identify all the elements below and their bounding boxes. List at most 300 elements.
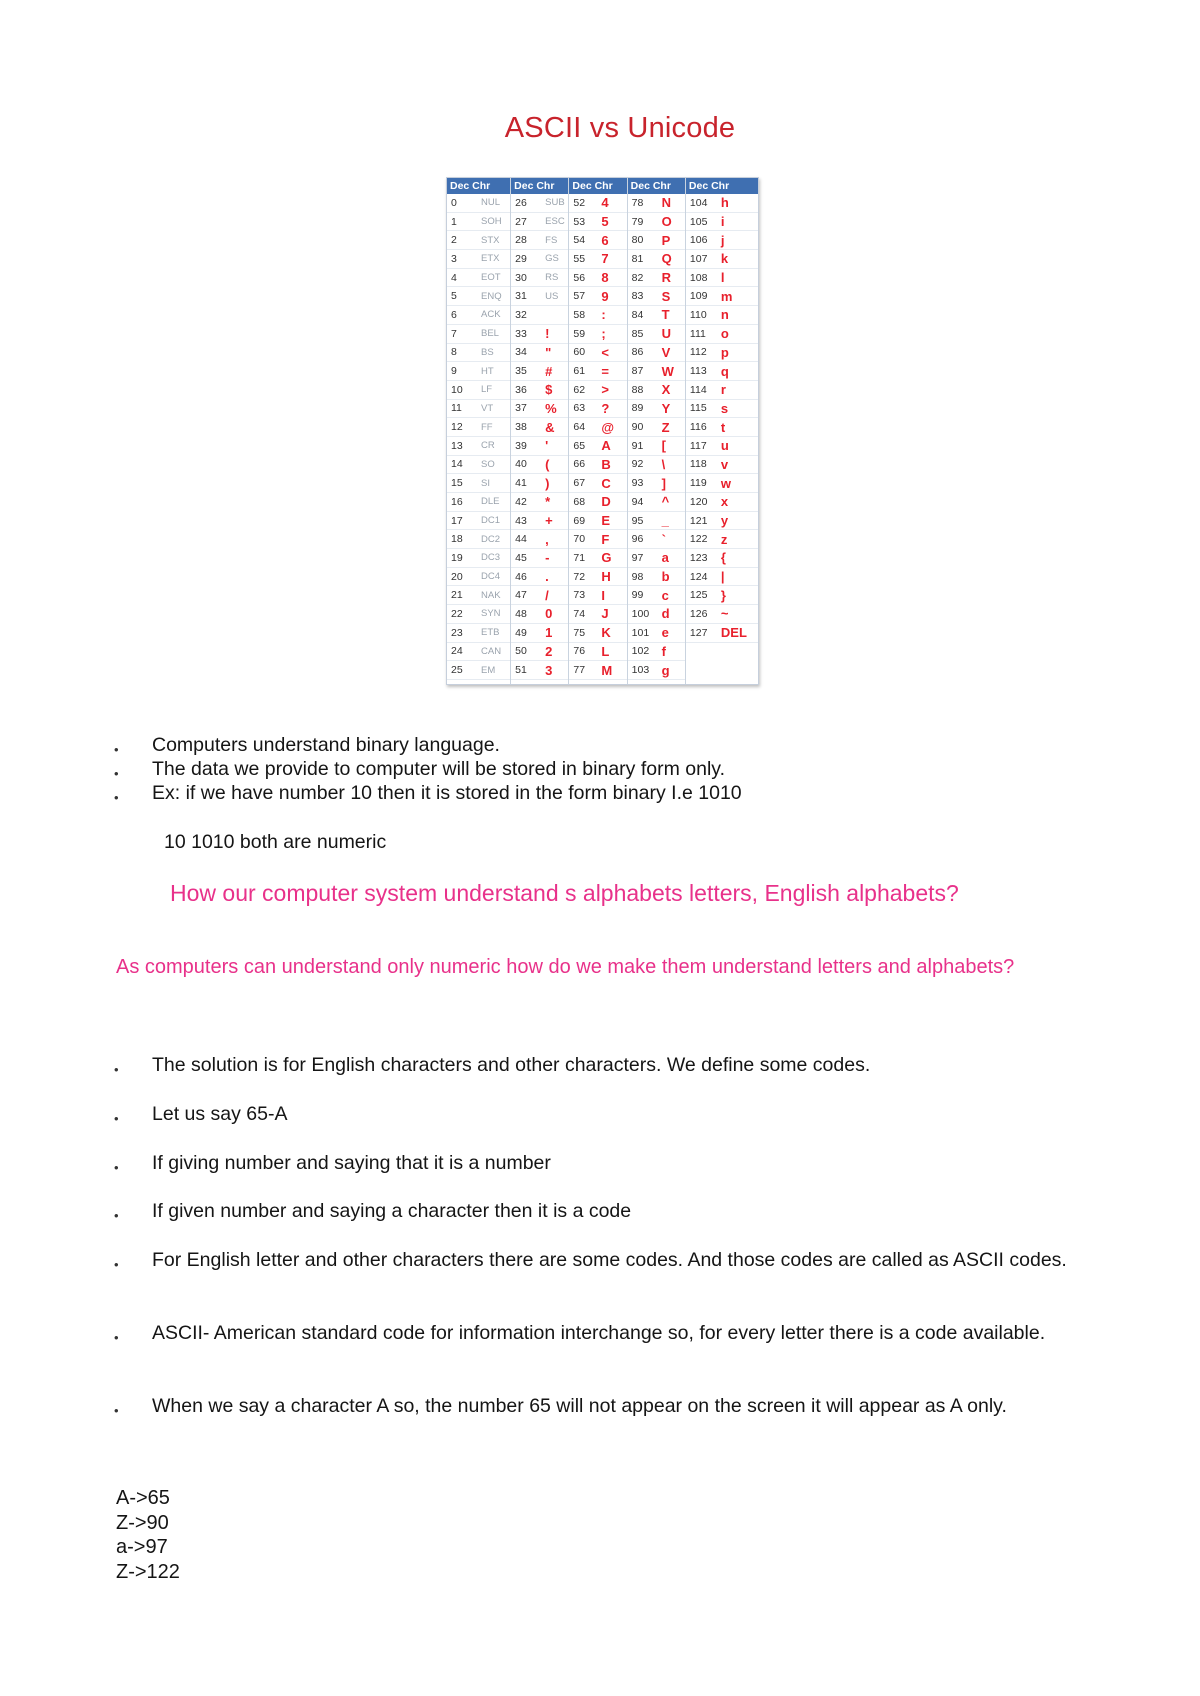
ascii-char-value: Z [661, 419, 670, 435]
ascii-char-value: P [661, 232, 671, 248]
ascii-dec-value: 104 [689, 196, 708, 209]
ascii-char-value: k [720, 251, 729, 267]
list-item: Ex: if we have number 10 then it is stored in the form binary I.e 1010 [152, 782, 742, 804]
ascii-dec-value: 20 [451, 570, 463, 583]
ascii-char-value: V [661, 344, 671, 360]
ascii-char-value: DC3 [481, 552, 501, 564]
ascii-char-value: } [720, 587, 726, 603]
ascii-table-row [511, 231, 568, 250]
ascii-char-value: SO [481, 458, 495, 470]
ascii-dec-value: 100 [631, 607, 650, 620]
ascii-char-value: C [601, 475, 611, 491]
ascii-char-value: L [601, 643, 610, 659]
ascii-dec-value: 40 [515, 458, 527, 471]
ascii-table-row [686, 194, 758, 213]
ascii-table-row [569, 325, 626, 344]
ascii-dec-value: 38 [515, 421, 527, 434]
ascii-dec-value: 78 [631, 196, 644, 209]
ascii-dec-value: 26 [515, 196, 527, 209]
ascii-dec-value: 6 [451, 308, 457, 321]
ascii-char-value: D [601, 494, 611, 510]
ascii-dec-value: 84 [631, 308, 644, 321]
ascii-table-row [686, 362, 758, 381]
ascii-table-row [569, 661, 626, 680]
ascii-table-row [628, 605, 685, 624]
ascii-char-value: > [601, 382, 610, 398]
ascii-char-value: B [601, 456, 611, 472]
ascii-table-row [569, 194, 626, 213]
ascii-char-value: . [545, 569, 549, 585]
ascii-char-value: ' [545, 438, 549, 454]
ascii-table-row [511, 474, 568, 493]
ascii-table-row [511, 362, 568, 381]
ascii-table-row [569, 512, 626, 531]
ascii-table-row [569, 586, 626, 605]
list-item: If given number and saying a character then it is a code [152, 1200, 632, 1222]
ascii-table-header: Dec Chr [686, 178, 758, 194]
ascii-char-value: H [601, 569, 611, 585]
ascii-table-row [511, 213, 568, 232]
ascii-char-value: 1 [545, 625, 553, 641]
ascii-char-value: ! [545, 326, 550, 342]
bullet-marker: • [114, 1257, 119, 1272]
ascii-table-image [446, 177, 759, 685]
ascii-char-value: T [661, 307, 670, 323]
ascii-char-value: z [720, 531, 728, 547]
ascii-char-value: ESC [545, 216, 565, 228]
bullet-marker: • [114, 1160, 119, 1175]
ascii-table-column [447, 178, 511, 684]
ascii-char-value: DEL [720, 625, 747, 641]
ascii-dec-value: 101 [631, 626, 650, 639]
ascii-table-header: Dec Chr [511, 178, 568, 194]
ascii-char-value: ? [601, 400, 610, 416]
ascii-char-value: o [720, 326, 729, 342]
ascii-dec-value: 51 [515, 664, 527, 677]
ascii-dec-value: 94 [631, 495, 644, 508]
ascii-char-value: = [601, 363, 610, 379]
ascii-table-row [569, 493, 626, 512]
ascii-char-value: w [720, 475, 732, 491]
ascii-table-row [628, 437, 685, 456]
ascii-dec-value: 125 [689, 589, 708, 602]
ascii-table-row [686, 306, 758, 325]
ascii-table-row [686, 269, 758, 288]
ascii-table-row [511, 549, 568, 568]
ascii-table-row [569, 605, 626, 624]
ascii-char-value: q [720, 363, 729, 379]
ascii-dec-value: 113 [689, 365, 707, 378]
ascii-char-value: h [720, 195, 729, 211]
ascii-table-row [628, 530, 685, 549]
ascii-dec-value: 46 [515, 570, 527, 583]
mapping-line: Z->122 [116, 1560, 180, 1583]
ascii-table-row [686, 213, 758, 232]
ascii-dec-value: 117 [689, 439, 707, 452]
ascii-dec-value: 90 [631, 421, 644, 434]
ascii-dec-value: 1 [451, 215, 457, 228]
ascii-table-row [447, 624, 510, 643]
ascii-table-row [447, 418, 510, 437]
ascii-dec-value: 14 [451, 458, 463, 471]
ascii-char-value: A [601, 438, 611, 454]
ascii-char-value: U [661, 326, 672, 342]
ascii-dec-value: 114 [689, 383, 707, 396]
ascii-char-value: DC4 [481, 571, 501, 583]
code-mappings [116, 1486, 180, 1584]
ascii-char-value: CR [481, 440, 495, 452]
ascii-dec-value: 12 [451, 421, 463, 434]
ascii-table-row [686, 250, 758, 269]
ascii-table-row [569, 362, 626, 381]
ascii-dec-value: 124 [689, 570, 708, 583]
ascii-table-row [628, 269, 685, 288]
ascii-dec-value: 60 [573, 346, 586, 359]
ascii-table-row [628, 362, 685, 381]
ascii-table-row [447, 512, 510, 531]
ascii-table-row [447, 530, 510, 549]
ascii-dec-value: 98 [631, 570, 644, 583]
ascii-table-row [686, 605, 758, 624]
ascii-table-row [686, 418, 758, 437]
ascii-table-row [511, 661, 568, 680]
ascii-char-value: GS [545, 253, 559, 265]
ascii-dec-value: 18 [451, 533, 463, 546]
ascii-char-value: 5 [601, 214, 609, 230]
ascii-table-row [628, 493, 685, 512]
ascii-char-value: DC2 [481, 533, 501, 545]
ascii-table-header: Dec Chr [628, 178, 685, 194]
ascii-dec-value: 37 [515, 402, 527, 415]
ascii-char-value: _ [661, 513, 669, 529]
ascii-char-value: 7 [601, 251, 609, 267]
ascii-char-value: ` [661, 531, 667, 547]
ascii-char-value: O [661, 214, 672, 230]
ascii-char-value: STX [481, 234, 500, 246]
ascii-table-row [569, 530, 626, 549]
ascii-table-row [511, 400, 568, 419]
ascii-dec-value: 47 [515, 589, 527, 602]
ascii-table-row [511, 456, 568, 475]
ascii-table-row [511, 568, 568, 587]
ascii-char-value: v [720, 456, 729, 472]
question-heading: How our computer system understand s alphabets letters, English alphabets? [170, 880, 959, 906]
ascii-table-row [447, 568, 510, 587]
ascii-char-value: 3 [545, 662, 553, 678]
ascii-dec-value: 10 [451, 383, 463, 396]
ascii-table-row [686, 287, 758, 306]
ascii-table-row [511, 381, 568, 400]
ascii-table-row [686, 474, 758, 493]
ascii-dec-value: 91 [631, 439, 644, 452]
ascii-char-value: ETB [481, 627, 500, 639]
bullet-marker: • [114, 742, 119, 757]
ascii-char-value: d [661, 606, 670, 622]
ascii-table-row [628, 568, 685, 587]
ascii-dec-value: 59 [573, 327, 586, 340]
ascii-table-row [686, 512, 758, 531]
ascii-dec-value: 33 [515, 327, 527, 340]
ascii-dec-value: 121 [689, 514, 708, 527]
ascii-dec-value: 118 [689, 458, 707, 471]
ascii-dec-value: 28 [515, 234, 527, 247]
ascii-dec-value: 106 [689, 234, 708, 247]
ascii-char-value: a [661, 550, 669, 566]
ascii-table-row [569, 643, 626, 662]
bullet-marker: • [114, 790, 119, 805]
ascii-char-value: FS [545, 234, 558, 246]
ascii-dec-value: 64 [573, 421, 586, 434]
ascii-dec-value: 15 [451, 477, 463, 490]
ascii-table-row [511, 643, 568, 662]
ascii-char-value: r [720, 382, 726, 398]
ascii-dec-value: 4 [451, 271, 457, 284]
ascii-dec-value: 62 [573, 383, 586, 396]
list-item: The data we provide to computer will be stored in binary form only. [152, 758, 725, 780]
ascii-char-value: W [661, 363, 674, 379]
list-item: Let us say 65-A [152, 1103, 288, 1125]
ascii-char-value: [ [661, 438, 667, 454]
ascii-char-value: ETX [481, 253, 500, 265]
ascii-table-row [686, 381, 758, 400]
ascii-char-value: ~ [720, 606, 729, 622]
ascii-dec-value: 23 [451, 626, 463, 639]
ascii-char-value: NUL [481, 197, 501, 209]
ascii-char-value: EM [481, 664, 496, 676]
ascii-table-row [447, 362, 510, 381]
ascii-char-value: Y [661, 400, 671, 416]
ascii-char-value: l [720, 270, 725, 286]
ascii-dec-value: 85 [631, 327, 644, 340]
ascii-table-row [511, 493, 568, 512]
ascii-table-row [447, 474, 510, 493]
ascii-table-row [447, 344, 510, 363]
ascii-char-value: 8 [601, 270, 609, 286]
ascii-char-value: M [601, 662, 613, 678]
ascii-dec-value: 108 [689, 271, 708, 284]
mapping-line: A->65 [116, 1487, 170, 1509]
ascii-table-row [447, 287, 510, 306]
ascii-table-row [628, 213, 685, 232]
ascii-table-row [511, 306, 568, 325]
ascii-table-row [569, 418, 626, 437]
ascii-table-row [628, 456, 685, 475]
ascii-dec-value: 74 [573, 607, 586, 620]
ascii-table-row [511, 586, 568, 605]
ascii-dec-value: 16 [451, 495, 463, 508]
ascii-dec-value: 63 [573, 402, 586, 415]
ascii-dec-value: 69 [573, 514, 586, 527]
ascii-char-value: J [601, 606, 609, 622]
ascii-char-value: SI [481, 477, 490, 489]
ascii-char-value: RS [545, 272, 559, 284]
question-paragraph: As computers can understand only numeric how do we make them understand letters and alphabets? [116, 956, 1015, 978]
ascii-dec-value: 110 [689, 308, 707, 321]
bullet-marker: • [114, 1062, 119, 1077]
ascii-char-value: EOT [481, 272, 501, 284]
ascii-dec-value: 76 [573, 645, 586, 658]
ascii-table-row [447, 325, 510, 344]
ascii-table-row [569, 400, 626, 419]
ascii-dec-value: 13 [451, 439, 463, 452]
ascii-char-value: SOH [481, 216, 502, 228]
ascii-table-row [628, 250, 685, 269]
ascii-dec-value: 102 [631, 645, 650, 658]
ascii-table-row [511, 344, 568, 363]
ascii-table-row [447, 231, 510, 250]
ascii-char-value: I [601, 587, 606, 603]
ascii-dec-value: 92 [631, 458, 644, 471]
ascii-char-value: E [601, 513, 611, 529]
ascii-dec-value: 55 [573, 252, 586, 265]
ascii-table-column [511, 178, 569, 684]
ascii-table-row [686, 231, 758, 250]
ascii-table-row [511, 287, 568, 306]
ascii-char-value: ) [545, 475, 550, 491]
ascii-dec-value: 109 [689, 290, 708, 303]
ascii-dec-value: 34 [515, 346, 527, 359]
ascii-dec-value: 72 [573, 570, 586, 583]
ascii-table-row [511, 269, 568, 288]
ascii-dec-value: 35 [515, 365, 527, 378]
ascii-char-value: US [545, 290, 559, 302]
mapping-line: Z->90 [116, 1511, 169, 1534]
ascii-dec-value: 24 [451, 645, 463, 658]
ascii-dec-value: 103 [631, 664, 650, 677]
ascii-table-row [511, 418, 568, 437]
ascii-dec-value: 105 [689, 215, 708, 228]
ascii-dec-value: 83 [631, 290, 644, 303]
ascii-table-row [686, 586, 758, 605]
ascii-table-row [569, 474, 626, 493]
ascii-char-value: c [661, 587, 669, 603]
ascii-dec-value: 112 [689, 346, 707, 359]
ascii-table-row [447, 381, 510, 400]
ascii-table-row [686, 624, 758, 643]
ascii-table-row [686, 493, 758, 512]
ascii-dec-value: 120 [689, 495, 708, 508]
ascii-char-value: 2 [545, 643, 553, 659]
ascii-table-row [447, 194, 510, 213]
ascii-char-value: CAN [481, 645, 502, 657]
list-item: If giving number and saying that it is a number [152, 1152, 551, 1174]
ascii-dec-value: 0 [451, 196, 457, 209]
ascii-table-row [628, 512, 685, 531]
ascii-dec-value: 66 [573, 458, 586, 471]
ascii-dec-value: 71 [573, 551, 586, 564]
ascii-dec-value: 8 [451, 346, 457, 359]
ascii-dec-value: 19 [451, 551, 463, 564]
ascii-dec-value: 111 [689, 327, 706, 340]
ascii-table-row [569, 250, 626, 269]
ascii-dec-value: 9 [451, 365, 457, 378]
ascii-table-row [628, 381, 685, 400]
ascii-char-value: f [661, 643, 667, 659]
ascii-char-value: DLE [481, 496, 500, 508]
ascii-dec-value: 29 [515, 252, 527, 265]
list-item: Computers understand binary language. [152, 734, 500, 756]
list-item: When we say a character A so, the number 65 will not appear on the screen it will appear as A only. [152, 1395, 1007, 1417]
ascii-table-column [686, 178, 758, 684]
ascii-char-value: 0 [545, 606, 553, 622]
ascii-table-column [628, 178, 686, 684]
ascii-table-row [447, 269, 510, 288]
ascii-dec-value: 44 [515, 533, 527, 546]
ascii-dec-value: 61 [573, 365, 586, 378]
ascii-dec-value: 87 [631, 365, 644, 378]
ascii-dec-value: 39 [515, 439, 527, 452]
ascii-char-value: DC1 [481, 515, 501, 527]
ascii-table-row [569, 437, 626, 456]
ascii-table-row [569, 344, 626, 363]
ascii-char-value: 4 [601, 195, 609, 211]
ascii-dec-value: 41 [515, 477, 527, 490]
ascii-table-row [628, 400, 685, 419]
ascii-table-row [686, 437, 758, 456]
ascii-dec-value: 3 [451, 252, 457, 265]
ascii-char-value: & [545, 419, 555, 435]
ascii-table-header: Dec Chr [569, 178, 626, 194]
ascii-table-row [686, 568, 758, 587]
ascii-char-value: + [545, 513, 553, 529]
ascii-table-row [569, 624, 626, 643]
ascii-char-value: j [720, 232, 725, 248]
ascii-table-row [447, 605, 510, 624]
list-item: ASCII- American standard code for information interchange so, for every letter there is a code available. [152, 1322, 1046, 1344]
numeric-note: 10 1010 both are numeric [164, 831, 387, 853]
ascii-table-row [628, 325, 685, 344]
ascii-dec-value: 88 [631, 383, 644, 396]
ascii-dec-value: 43 [515, 514, 527, 527]
ascii-dec-value: 5 [451, 290, 457, 303]
ascii-dec-value: 127 [689, 626, 708, 639]
ascii-table-row [447, 306, 510, 325]
list-item: For English letter and other characters there are some codes. And those codes are called as ASCII codes. [152, 1249, 1067, 1271]
ascii-char-value: t [720, 419, 726, 435]
ascii-table-row [447, 493, 510, 512]
ascii-table-row [569, 287, 626, 306]
ascii-dec-value: 122 [689, 533, 708, 546]
ascii-dec-value: 31 [515, 290, 527, 303]
ascii-char-value: u [720, 438, 729, 454]
ascii-char-value: % [545, 400, 557, 416]
ascii-dec-value: 32 [515, 308, 527, 321]
ascii-dec-value: 22 [451, 607, 463, 620]
ascii-char-value: BS [481, 346, 494, 358]
ascii-char-value: ] [661, 475, 667, 491]
ascii-dec-value: 2 [451, 234, 457, 247]
ascii-table-row [686, 400, 758, 419]
ascii-dec-value: 42 [515, 495, 527, 508]
ascii-table-row [628, 661, 685, 680]
ascii-table-row [628, 624, 685, 643]
ascii-table-header: Dec Chr [447, 178, 510, 194]
ascii-table-row [447, 213, 510, 232]
ascii-table-row [511, 325, 568, 344]
ascii-table-row [628, 287, 685, 306]
ascii-table-row [569, 269, 626, 288]
ascii-dec-value: 30 [515, 271, 527, 284]
ascii-char-value: y [720, 513, 729, 529]
ascii-table-row [569, 568, 626, 587]
ascii-table-row [511, 437, 568, 456]
ascii-dec-value: 73 [573, 589, 586, 602]
bullet-marker: • [114, 1330, 119, 1345]
ascii-char-value: S [661, 288, 671, 304]
ascii-table-row [447, 250, 510, 269]
ascii-char-value: $ [545, 382, 553, 398]
ascii-table-row [686, 344, 758, 363]
